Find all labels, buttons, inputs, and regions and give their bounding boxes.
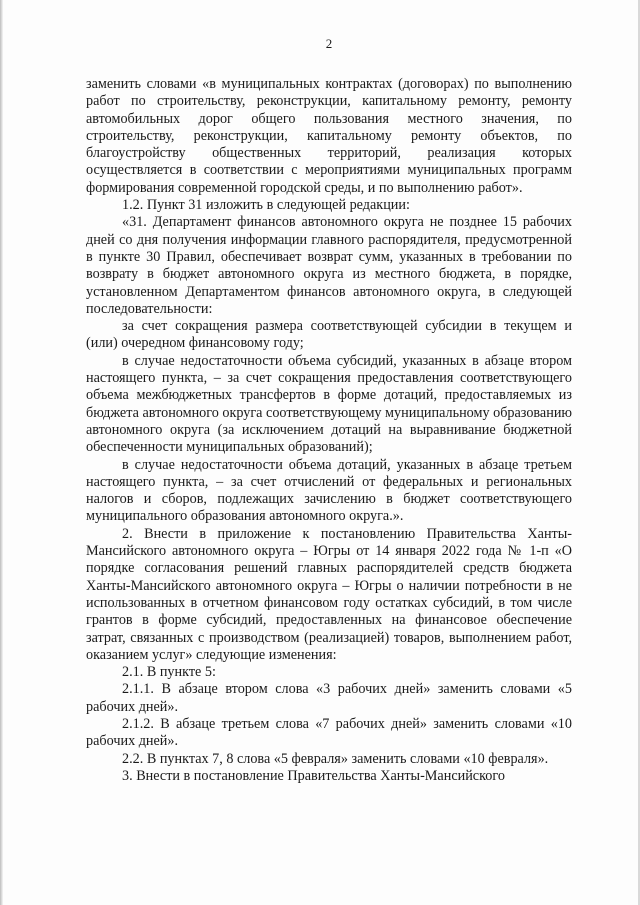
- paragraph: 2.1. В пункте 5:: [122, 664, 216, 681]
- paragraph: заменить словами «в муниципальных контрактах (договорах) по выполнению работ по строительству, реконструкции, капитальному ремонту, ремонту автомобильных дорог общего пользования местного значения, по строительству, реконструкции, капитальному ремонту объектов, по благоустройству общественных территорий, реализация которых осуществляется в соответствии с мероприятиями муниципальных программ формирования современной городской среды, и по выполнению работ».: [86, 76, 572, 196]
- paragraph: за счет сокращения размера соответствующей субсидии в текущем и (или) очередном финансовому году;: [86, 318, 572, 352]
- paragraph: 1.2. Пункт 31 изложить в следующей редакции:: [122, 197, 410, 214]
- paragraph: в случае недостаточности объема дотаций, указанных в абзаце третьем настоящего пункта, – за счет отчислений от федеральных и региональных налогов и сборов, подлежащих зачислению в бюджет соответствующего муниципального образования автономного округа.».: [86, 456, 572, 525]
- paragraph: 3. Внести в постановление Правительства Ханты-Мансийского: [122, 767, 505, 784]
- scan-edge-left: [0, 0, 3, 905]
- page-number: 2: [325, 36, 333, 51]
- paragraph: 2. Внести в приложение к постановлению Правительства Ханты-Мансийского автономного округа – Югры от 14 января 2022 года № 1-п «О порядке согласования решений главных распорядителей средств бюджета Ханты-Мансийского автономного округа – Югры о наличии потребности в не использованных в отчетном финансовом году остатках субсидий, в том числе грантов в форме субсидий, предоставленных на финансовое обеспечение затрат, связанных с производством (реализацией) товаров, выполнением работ, оказанием услуг» следующие изменения:: [86, 525, 572, 663]
- paragraph: 2.1.2. В абзаце третьем слова «7 рабочих дней» заменить словами «10 рабочих дней».: [86, 715, 572, 750]
- paragraph: в случае недостаточности объема субсидий, указанных в абзаце втором настоящего пункта, – за счет сокращения предоставления соответствующего объема межбюджетных трансфертов в форме дотаций, предоставляемых из бюджета автономного округа соответствующему муниципальному образованию автономного округа (за исключением дотаций на выравнивание бюджетной обеспеченности муниципальных образований);: [86, 352, 573, 456]
- paragraph: 2.1.1. В абзаце втором слова «3 рабочих дней» заменить словами «5 рабочих дней».: [86, 681, 572, 715]
- paragraph: 2.2. В пунктах 7, 8 слова «5 февраля» заменить словами «10 февраля».: [122, 750, 549, 767]
- document-body: [86, 76, 572, 785]
- paragraph: «31. Департамент финансов автономного округа не позднее 15 рабочих дней со дня получения информации главного распорядителя, предусмотренной в пункте 30 Правил, обеспечивает возврат сумм, указанных в требовании по возврату в бюджет автономного округа из местного бюджета, в порядке, установленном Департаментом финансов автономного округа, в следующей последовательности:: [86, 214, 572, 317]
